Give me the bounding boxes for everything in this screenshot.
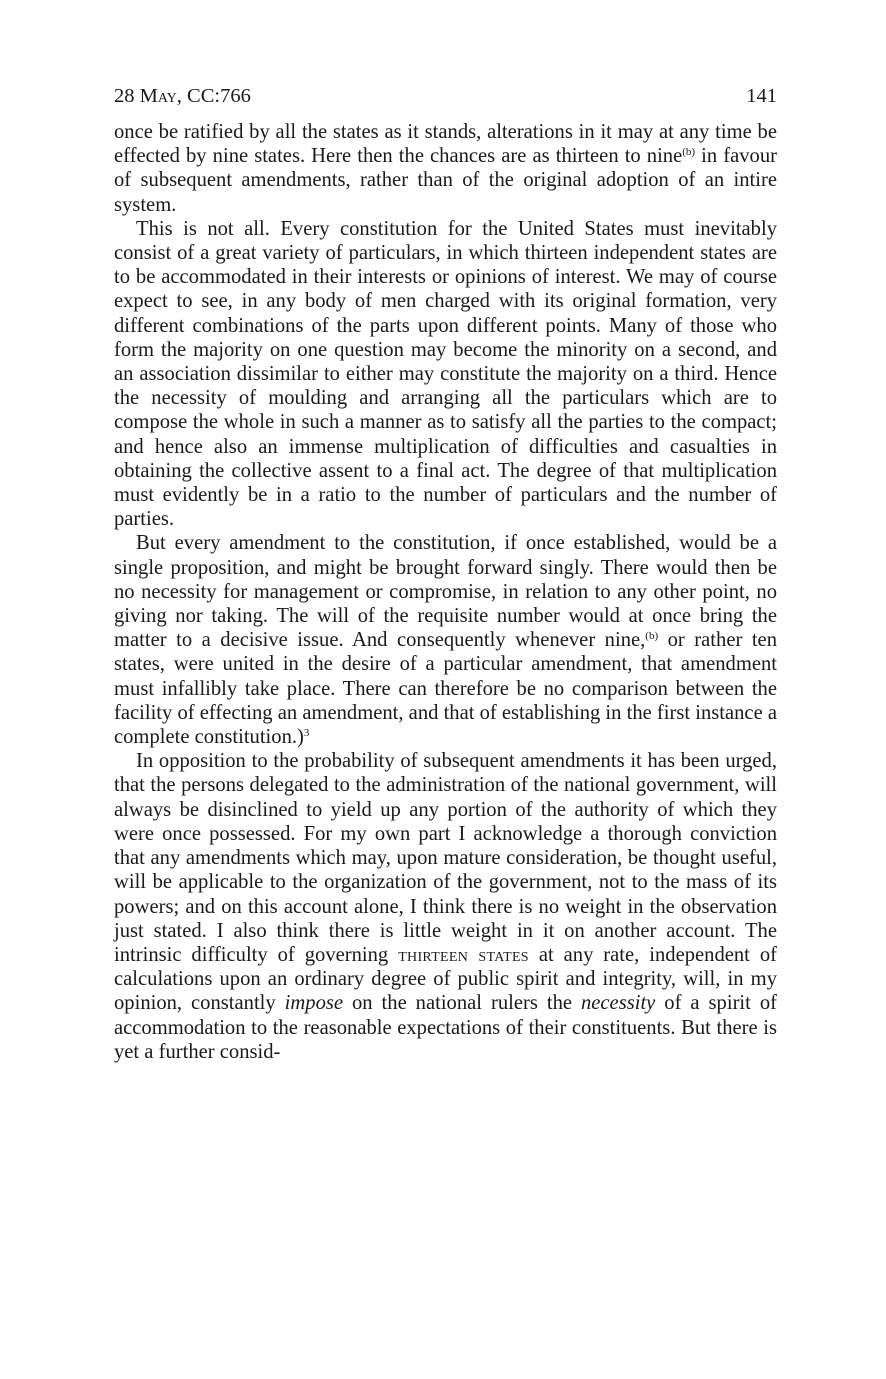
paragraph-3-text-b: or rather ten states, were united in the desire of a particular amendment, that amendment must infallibly take place. There can therefore be no comparison between the facility of effecting an amendment, and that of establishing in the first instance a complete constitution.) [114, 629, 777, 749]
paragraph-4 [114, 749, 777, 1064]
paragraph-2-text: This is not all. Every constitution for the United States must inevitably consist of a great variety of particulars, in which thirteen independent states are to be accommodated in their interests or opinions of interest. We may of course expect to see, in any body of men charged with its original formation, very different combinations of the parts upon different points. Many of those who form the majority on one question may become the minority on a second, and an association dissimilar to either may constitute the majority on a third. Hence the necessity of moulding and arranging all the particulars which are to compose the whole in such a manner as to satisfy all the parties to the compact; and hence also an immense multiplication of difficulties and casualties in obtaining the collective assent to a final act. The degree of that multiplication must evidently be in a ratio to the number of particulars and the number of parties. [114, 217, 777, 531]
paragraph-2 [114, 217, 777, 532]
body-text [114, 120, 777, 1064]
paragraph-1-text-a: once be ratified by all the states as it stands, alterations in it may at any time be effected by nine states. Here then the chances are as thirteen to nine [114, 121, 777, 168]
paragraph-1 [114, 120, 777, 217]
italic-word-necessity: necessity [580, 992, 656, 1015]
page-number: 141 [746, 85, 777, 107]
paragraph-3 [114, 531, 777, 749]
running-head-day: 28 [114, 85, 140, 107]
paragraph-4-text-b: at any rate, independent of calculations upon an ordinary degree of public spirit and integrity, will, in my opinion, constantly [114, 943, 777, 1015]
footnote-marker: 3 [303, 727, 310, 740]
document-page [114, 80, 777, 1064]
note-marker: (b) [645, 630, 659, 643]
paragraph-3-text-a: But every amendment to the constitution, if once established, would be a single proposition, and might be brought forward singly. There would then be no necessity for management or compromise, in relation to any other point, no giving nor taking. The will of the requisite number would at once bring the matter to a decisive issue. And consequently whenever nine, [114, 532, 777, 652]
paragraph-1-text-b: in favour of subsequent amendments, rather than of the original adoption of an intire system. [114, 145, 777, 216]
note-marker: (b) [682, 146, 696, 159]
running-head-document-number: , CC:766 [176, 85, 251, 107]
italic-word-impose: impose [284, 992, 344, 1015]
paragraph-4-text-a: In opposition to the probability of subsequent amendments it has been urged, that the persons delegated to the administration of the national government, will always be disinclined to yield up any portion of the authority of which they were once possessed. For my own part I acknowledge a thorough conviction that any amendments which may, upon mature consideration, be thought useful, will be applicable to the organization of the government, not to the mass of its powers; and on this account alone, I think there is no weight in the observation just stated. I also think there is little weight in it on another account. The intrinsic difficulty of governing [114, 750, 777, 966]
running-head-citation [114, 85, 251, 108]
paragraph-4-text-d: of a spirit of accommodation to the reasonable expectations of their constituents. But there is yet a further consid- [114, 992, 777, 1063]
small-caps-phrase: thirteen states [398, 943, 529, 966]
running-head [114, 80, 777, 120]
paragraph-4-text-c: on the national rulers the [343, 992, 581, 1015]
running-head-month: May [139, 85, 177, 107]
